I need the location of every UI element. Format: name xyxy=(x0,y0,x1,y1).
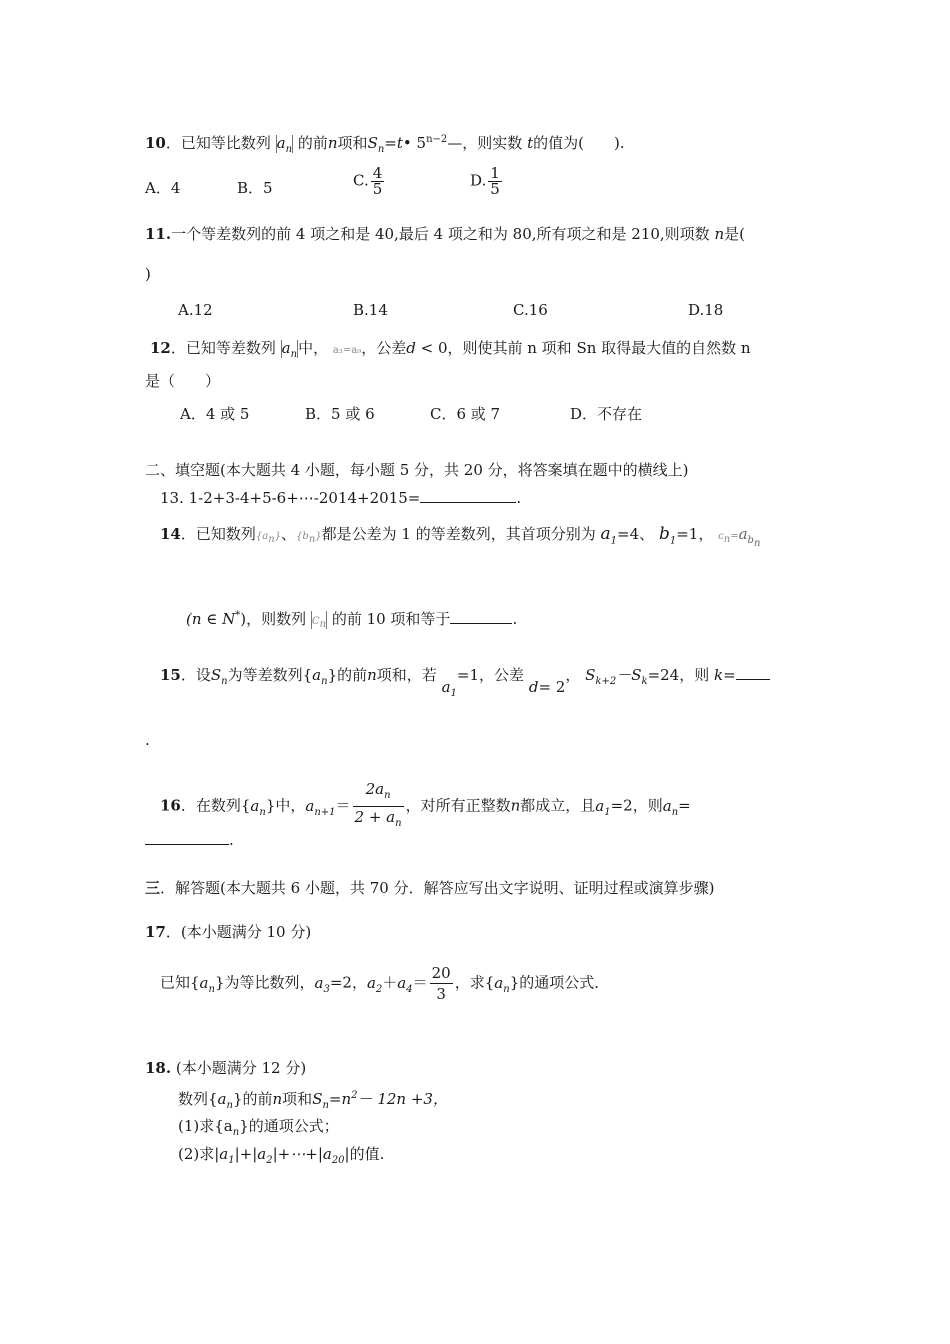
q17-title: 17．(本小题满分 10 分) xyxy=(145,923,312,941)
q13-answer-blank[interactable] xyxy=(420,488,516,503)
q10-option-a[interactable]: A．4 xyxy=(145,179,181,197)
q12-option-d[interactable]: D．不存在 xyxy=(570,405,643,423)
q15-stem: 15．设$S_n$为等差数列$\{a_n\}$的前n项和，若 $a_1=1$，公差 d= 2， $S_{k+2}-S_k=24$，则 k= xyxy=(160,665,770,692)
q13-stem: 13. 1-2+3-4+5-6+⋯-2014+2015= . xyxy=(160,489,522,507)
q12-number: 12 xyxy=(150,339,171,357)
q15-answer-blank[interactable] xyxy=(736,665,770,680)
q14-answer-blank[interactable] xyxy=(450,609,512,624)
q11-option-d[interactable]: D.18 xyxy=(688,301,724,319)
q16-number: 16 xyxy=(160,796,181,815)
q17-stem: 已知$\{a_n\}$为等比数列，$a_3=2$，$a_2+a_4=$ $\frac{20}{3}$ ，求$\{a_n\}$的通项公式． xyxy=(160,964,610,1003)
q18-part1: (1)求$\{a_n\}$的通项公式； xyxy=(178,1117,339,1138)
q11-stem: 11.一个等差数列的前 4 项之和是 40,最后 4 项之和为 80,所有项之和是 210,则项数 n是( xyxy=(145,225,745,243)
q10-number: 10 xyxy=(145,134,166,152)
q10-option-b[interactable]: B．5 xyxy=(237,179,273,197)
q16-line2: . xyxy=(145,830,234,850)
q14-stem: 14．已知数列$\{a_n\}$、$\{b_n\}$都是公差为 1 的等差数列，其首项分别为 $a_1=4$、 $b_1=1$， $c_n=a_{b_n}$ xyxy=(160,524,761,549)
section-3-heading: 三．解答题(本大题共 6 小题，共 70 分．解答应写出文字说明、证明过程或演算步骤) xyxy=(145,879,715,897)
q11-option-b[interactable]: B.14 xyxy=(353,301,388,319)
q16-answer-blank[interactable] xyxy=(145,830,229,845)
q10-option-c[interactable]: C. $\frac{4}{5}$ xyxy=(353,164,383,198)
section-2-heading: 二、填空题(本大题共 4 小题，每小题 5 分，共 20 分，将答案填在题中的横线上) xyxy=(145,461,689,479)
q14-line2: (n ∈ N*)，则数列 $C_n$ 的前 10 项和等于 . xyxy=(186,610,518,630)
q12-option-b[interactable]: B．5 或 6 xyxy=(305,405,375,423)
q11-option-a[interactable]: A.12 xyxy=(178,301,213,319)
q10-option-d[interactable]: D. $\frac{1}{5}$ xyxy=(470,164,500,198)
q16-stem: 16．在数列$\{a_n\}$中，$a_{n+1}=$ $\frac{2a_n}{2 + a_n}$ ，对所有正整数n都成立，且$a_1=2$，则$a_n=$ xyxy=(160,780,691,829)
q10-stem: 10．已知等比数列 $a_n$ 的前n项和$S_n=t•$ $5^{n-2}—$，则实数 t的值为( ). xyxy=(145,134,625,155)
q18-line1: 数列$\{a_n\}$的前n项和$S_n=n^2- 12n +3$， xyxy=(178,1090,448,1111)
q15-number: 15 xyxy=(160,666,181,684)
q11-option-c[interactable]: C.16 xyxy=(513,301,548,319)
q18-part2: (2)求$|a_1|+|a_2|+\cdots+|a_{20}|$的值. xyxy=(178,1145,385,1166)
q14-number: 14 xyxy=(160,525,181,543)
q18-title: 18. (本小题满分 12 分) xyxy=(145,1059,307,1077)
q11-number: 11. xyxy=(145,225,172,243)
q12-stem: 12．已知等差数列 $a_n$中， a₃=a₉，公差d < 0，则使其前 n 项和 Sn 取得最大值的自然数 n xyxy=(150,339,751,360)
q12-option-a[interactable]: A．4 或 5 xyxy=(180,405,250,423)
q12-option-c[interactable]: C．6 或 7 xyxy=(430,405,501,423)
